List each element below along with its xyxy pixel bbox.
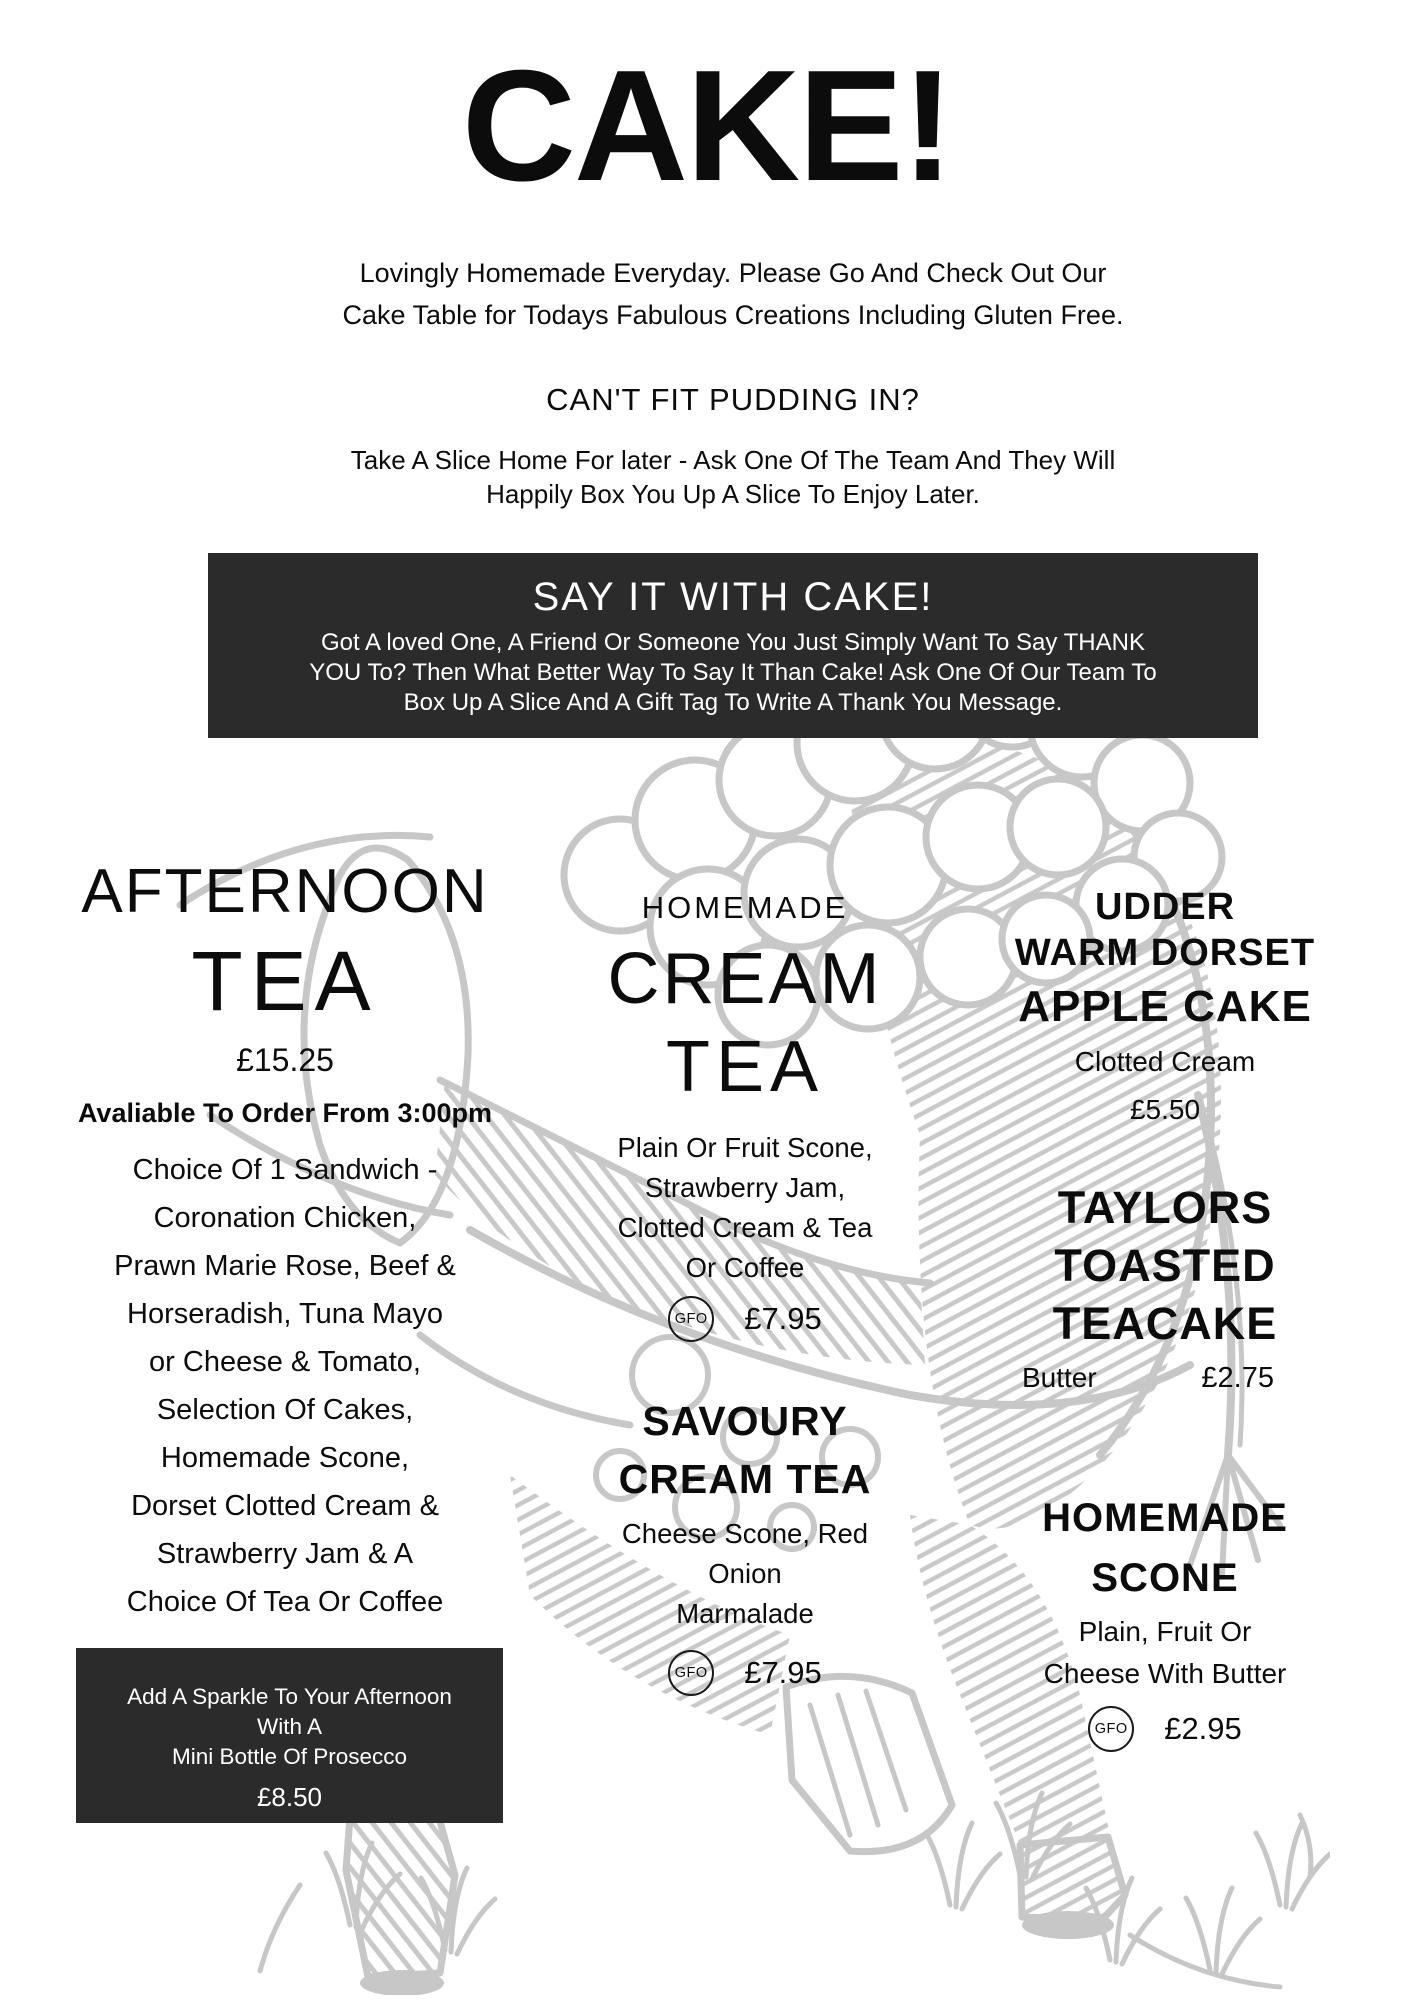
savoury-cream-tea-title-1: SAVOURY bbox=[642, 1398, 848, 1444]
scone-title-2: SCONE bbox=[1091, 1556, 1239, 1600]
scone-description-1: Plain, Fruit Or bbox=[1078, 1616, 1252, 1647]
description-line: Choice Of Tea Or Coffee bbox=[126, 1586, 444, 1618]
description-line: Dorset Clotted Cream & bbox=[131, 1490, 439, 1522]
pudding-line-1: Take A Slice Home For later - Ask One Of The Team And They Will bbox=[350, 445, 1116, 475]
intro-line-1: Lovingly Homemade Everyday. Please Go And Check Out Our bbox=[359, 258, 1107, 288]
description-line: Coronation Chicken, bbox=[153, 1202, 417, 1234]
description-line: Or Coffee bbox=[685, 1252, 805, 1283]
savoury-cream-tea-description bbox=[525, 1514, 965, 1634]
description-line: Horseradish, Tuna Mayo bbox=[127, 1298, 443, 1330]
afternoon-tea-price: £15.25 bbox=[236, 1042, 334, 1078]
say-it-with-cake-banner bbox=[208, 553, 1258, 738]
pudding-line-2: Happily Box You Up A Slice To Enjoy Later. bbox=[486, 479, 980, 509]
gfo-icon: GFO bbox=[668, 1296, 714, 1342]
scone-price: £2.95 bbox=[1164, 1711, 1242, 1746]
teacake-description: Butter bbox=[1022, 1362, 1097, 1393]
cream-tea-price: £7.95 bbox=[744, 1301, 822, 1336]
cream-tea-description bbox=[525, 1128, 965, 1288]
description-line: Clotted Cream & Tea bbox=[617, 1212, 873, 1243]
description-line: Choice Of 1 Sandwich - bbox=[132, 1154, 438, 1186]
description-line: Strawberry Jam, bbox=[644, 1172, 846, 1203]
afternoon-tea-title-1: AFTERNOON bbox=[81, 857, 489, 926]
prosecco-price: £8.50 bbox=[256, 1782, 323, 1812]
teacake-price-row bbox=[1022, 1362, 1274, 1395]
banner-line-2: YOU To? Then What Better Way To Say It Than Cake! Ask One Of Our Team To bbox=[309, 659, 1157, 686]
prosecco-box bbox=[76, 1648, 503, 1823]
cream-tea-eyebrow: HOMEMADE bbox=[641, 890, 849, 925]
description-line: or Cheese & Tomato, bbox=[149, 1346, 421, 1378]
apple-cake-title-1: UDDER bbox=[1094, 886, 1236, 928]
afternoon-tea-availability: Avaliable To Order From 3:00pm bbox=[77, 1098, 493, 1128]
savoury-cream-tea-price: £7.95 bbox=[744, 1655, 822, 1690]
banner-body bbox=[208, 628, 1258, 718]
scone-description-2: Cheese With Butter bbox=[1043, 1658, 1287, 1689]
scone-title-1: HOMEMADE bbox=[1042, 1496, 1288, 1540]
teacake-price: £2.75 bbox=[1201, 1362, 1274, 1394]
afternoon-tea-title-2: TEA bbox=[191, 934, 379, 1028]
description-line: Prawn Marie Rose, Beef & bbox=[114, 1250, 456, 1282]
apple-cake-title-3: APPLE CAKE bbox=[1018, 982, 1312, 1031]
cream-tea-title-1: CREAM bbox=[607, 939, 883, 1019]
scone-price-row bbox=[955, 1706, 1375, 1752]
pudding-heading: CAN'T FIT PUDDING IN? bbox=[546, 382, 920, 417]
description-line: Homemade Scone, bbox=[160, 1442, 410, 1474]
prosecco-line-3: Mini Bottle Of Prosecco bbox=[171, 1744, 408, 1769]
intro-text bbox=[0, 252, 1414, 336]
banner-heading: SAY IT WITH CAKE! bbox=[532, 575, 934, 619]
description-line: Plain Or Fruit Scone, bbox=[617, 1132, 873, 1163]
apple-cake-title-2: WARM DORSET bbox=[1014, 932, 1316, 974]
afternoon-tea-description bbox=[40, 1146, 530, 1626]
teacake-title-2: TOASTED bbox=[1054, 1240, 1276, 1291]
pudding-text bbox=[0, 443, 1414, 511]
page-title: CAKE! bbox=[461, 38, 953, 214]
apple-cake-description: Clotted Cream bbox=[1074, 1046, 1256, 1077]
teacake-title-3: TEACAKE bbox=[1052, 1298, 1278, 1349]
description-line: Onion bbox=[708, 1558, 782, 1589]
apple-cake-price: £5.50 bbox=[1129, 1094, 1201, 1125]
cream-tea-price-row bbox=[525, 1296, 965, 1342]
teacake-title-1: TAYLORS bbox=[1057, 1182, 1273, 1233]
description-line: Selection Of Cakes, bbox=[156, 1394, 414, 1426]
gfo-icon: GFO bbox=[668, 1650, 714, 1696]
banner-line-3: Box Up A Slice And A Gift Tag To Write A Thank You Message. bbox=[403, 689, 1063, 716]
intro-line-2: Cake Table for Todays Fabulous Creations Including Gluten Free. bbox=[342, 300, 1124, 330]
savoury-cream-tea-title-2: CREAM TEA bbox=[618, 1456, 872, 1502]
gfo-icon: GFO bbox=[1088, 1706, 1134, 1752]
description-line: Cheese Scone, Red bbox=[621, 1518, 869, 1549]
prosecco-line-1: Add A Sparkle To Your Afternoon bbox=[127, 1684, 452, 1709]
prosecco-line-2: With A bbox=[256, 1714, 323, 1739]
savoury-cream-tea-price-row bbox=[525, 1650, 965, 1696]
description-line: Marmalade bbox=[676, 1598, 814, 1629]
description-line: Strawberry Jam & A bbox=[156, 1538, 414, 1570]
banner-line-1: Got A loved One, A Friend Or Someone You Just Simply Want To Say THANK bbox=[321, 629, 1145, 656]
cream-tea-title-2: TEA bbox=[665, 1027, 825, 1107]
